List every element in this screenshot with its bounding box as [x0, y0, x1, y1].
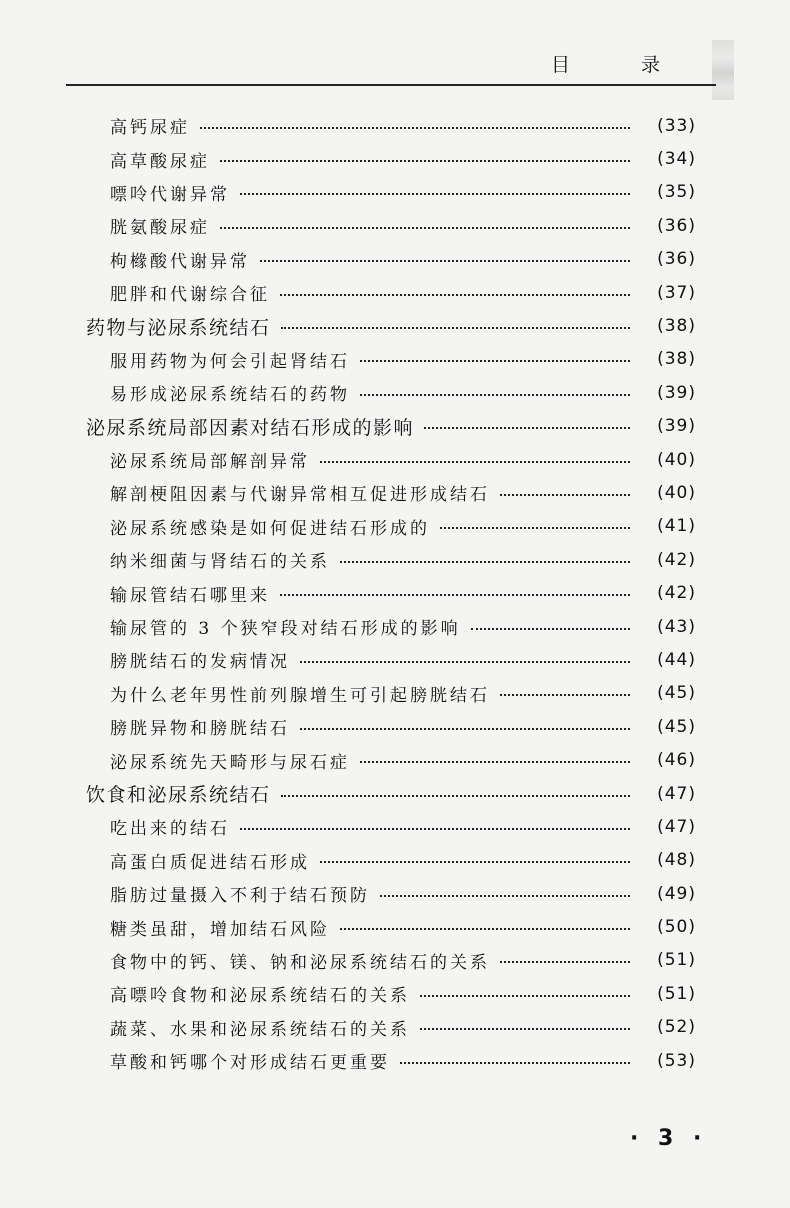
toc-leader-dots: [360, 394, 630, 396]
toc-entry-page: (34): [657, 149, 696, 170]
toc-entry-page: (45): [657, 683, 696, 704]
toc-entry-title: 易形成泌尿系统结石的药物: [110, 385, 350, 406]
toc-entry-title: 泌尿系统局部解剖异常: [110, 452, 310, 473]
page-number: · 3 ·: [630, 1126, 708, 1151]
toc-leader-dots: [400, 1062, 630, 1064]
toc-entry: [0, 877, 790, 910]
toc-entry: [0, 109, 790, 142]
toc-entry: [0, 443, 790, 476]
toc-entry-title: 饮食和泌尿系统结石: [86, 784, 271, 806]
toc-entry-title: 高嘌呤食物和泌尿系统结石的关系: [110, 986, 410, 1007]
toc-leader-dots: [240, 193, 630, 195]
toc-leader-dots: [360, 761, 630, 763]
toc-entry: [0, 510, 790, 543]
toc-leader-dots: [360, 360, 630, 362]
toc-leader-dots: [220, 227, 630, 229]
toc-section-entry: [0, 777, 790, 810]
toc-entry-page: (39): [657, 416, 696, 437]
toc-leader-dots: [220, 160, 630, 162]
toc-entry-title: 糖类虽甜，增加结石风险: [110, 919, 330, 940]
toc-entry-title: 解剖梗阻因素与代谢异常相互促进形成结石: [110, 485, 490, 506]
toc-entry-page: (42): [657, 549, 696, 570]
toc-entry-title: 胱氨酸尿症: [110, 218, 210, 239]
toc-section-entry: [0, 410, 790, 443]
toc-entry-page: (50): [657, 917, 696, 938]
toc-leader-dots: [281, 327, 630, 329]
toc-entry-page: (47): [657, 783, 696, 804]
toc-entry-page: (35): [657, 182, 696, 203]
table-of-contents: [0, 109, 790, 1077]
toc-entry-page: (39): [657, 382, 696, 403]
toc-entry-page: (52): [657, 1017, 696, 1038]
toc-entry: [0, 176, 790, 209]
toc-entry: [0, 710, 790, 743]
toc-entry-page: (40): [657, 482, 696, 503]
toc-entry: [0, 643, 790, 676]
toc-entry-title: 枸橼酸代谢异常: [110, 251, 250, 272]
toc-entry: [0, 910, 790, 943]
toc-entry-page: (38): [657, 349, 696, 370]
toc-entry: [0, 576, 790, 609]
toc-leader-dots: [300, 661, 630, 663]
toc-entry-page: (44): [657, 649, 696, 670]
toc-entry-title: 食物中的钙、镁、钠和泌尿系统结石的关系: [110, 952, 490, 973]
toc-entry: [0, 810, 790, 843]
toc-entry-title: 输尿管结石哪里来: [110, 585, 270, 606]
toc-entry-page: (41): [657, 516, 696, 537]
toc-leader-dots: [340, 561, 630, 563]
toc-section-entry: [0, 309, 790, 342]
toc-entry: [0, 142, 790, 175]
toc-entry: [0, 276, 790, 309]
toc-leader-dots: [471, 628, 630, 630]
toc-entry-page: (36): [657, 215, 696, 236]
toc-leader-dots: [280, 594, 630, 596]
toc-leader-dots: [281, 795, 630, 797]
toc-entry-page: (46): [657, 750, 696, 771]
toc-entry-page: (48): [657, 850, 696, 871]
toc-entry-title: 高草酸尿症: [110, 151, 210, 172]
toc-leader-dots: [320, 861, 630, 863]
toc-entry-title: 肥胖和代谢综合征: [110, 285, 270, 306]
toc-entry: [0, 209, 790, 242]
toc-entry-title: 纳米细菌与肾结石的关系: [110, 552, 330, 573]
toc-entry-title: 为什么老年男性前列腺增生可引起膀胱结石: [110, 685, 490, 706]
toc-entry-page: (36): [657, 249, 696, 270]
toc-entry-page: (33): [657, 115, 696, 136]
toc-leader-dots: [420, 995, 630, 997]
toc-entry: [0, 977, 790, 1010]
toc-entry: [0, 476, 790, 509]
toc-entry: [0, 743, 790, 776]
toc-leader-dots: [500, 961, 630, 963]
toc-leader-dots: [320, 461, 630, 463]
toc-leader-dots: [280, 294, 630, 296]
toc-entry-page: (47): [657, 816, 696, 837]
toc-entry-title: 膀胱异物和膀胱结石: [110, 719, 290, 740]
toc-entry-page: (37): [657, 282, 696, 303]
toc-leader-dots: [440, 527, 630, 529]
toc-entry: [0, 1011, 790, 1044]
toc-leader-dots: [340, 928, 630, 930]
toc-leader-dots: [420, 1028, 630, 1030]
toc-entry: [0, 376, 790, 409]
toc-entry-title: 高蛋白质促进结石形成: [110, 852, 310, 873]
toc-entry-page: (49): [657, 883, 696, 904]
toc-leader-dots: [300, 728, 630, 730]
toc-entry-page: (42): [657, 583, 696, 604]
toc-entry: [0, 1044, 790, 1077]
toc-leader-dots: [380, 895, 630, 897]
page-header-title: 目 录: [550, 54, 686, 76]
toc-entry-title: 吃出来的结石: [110, 819, 230, 840]
toc-entry-page: (51): [657, 983, 696, 1004]
toc-entry: [0, 944, 790, 977]
toc-entry: [0, 677, 790, 710]
toc-entry-page: (38): [657, 316, 696, 337]
toc-leader-dots: [500, 494, 630, 496]
toc-entry-title: 脂肪过量摄入不利于结石预防: [110, 886, 370, 907]
toc-entry-title: 膀胱结石的发病情况: [110, 652, 290, 673]
toc-entry: [0, 543, 790, 576]
header-rule: [66, 84, 716, 86]
toc-entry-title: 泌尿系统局部因素对结石形成的影响: [86, 416, 415, 439]
toc-entry-title: 药物与泌尿系统结石: [86, 316, 271, 339]
toc-entry: [0, 343, 790, 376]
toc-leader-dots: [500, 694, 630, 696]
toc-entry-title: 服用药物为何会引起肾结石: [110, 351, 350, 372]
toc-leader-dots: [200, 127, 630, 129]
toc-entry: [0, 610, 790, 643]
toc-entry-title: 泌尿系统先天畸形与尿石症: [110, 752, 350, 773]
toc-entry-title: 草酸和钙哪个对形成结石更重要: [110, 1053, 390, 1074]
toc-entry-title: 嘌呤代谢异常: [110, 184, 230, 205]
toc-entry-title: 输尿管的 3 个狭窄段对结石形成的影响: [110, 619, 461, 640]
toc-entry: [0, 243, 790, 276]
toc-entry-page: (51): [657, 950, 696, 971]
toc-entry-page: (53): [657, 1050, 696, 1071]
toc-entry-title: 高钙尿症: [110, 118, 190, 139]
toc-leader-dots: [240, 828, 630, 830]
toc-entry-page: (40): [657, 449, 696, 470]
toc-entry-page: (45): [657, 716, 696, 737]
toc-entry-title: 泌尿系统感染是如何促进结石形成的: [110, 518, 430, 539]
toc-leader-dots: [424, 427, 630, 429]
page-edge-mark: [712, 40, 734, 100]
toc-entry-title: 蔬菜、水果和泌尿系统结石的关系: [110, 1019, 410, 1040]
toc-entry: [0, 844, 790, 877]
toc-leader-dots: [260, 260, 630, 262]
toc-entry-page: (43): [657, 616, 696, 637]
